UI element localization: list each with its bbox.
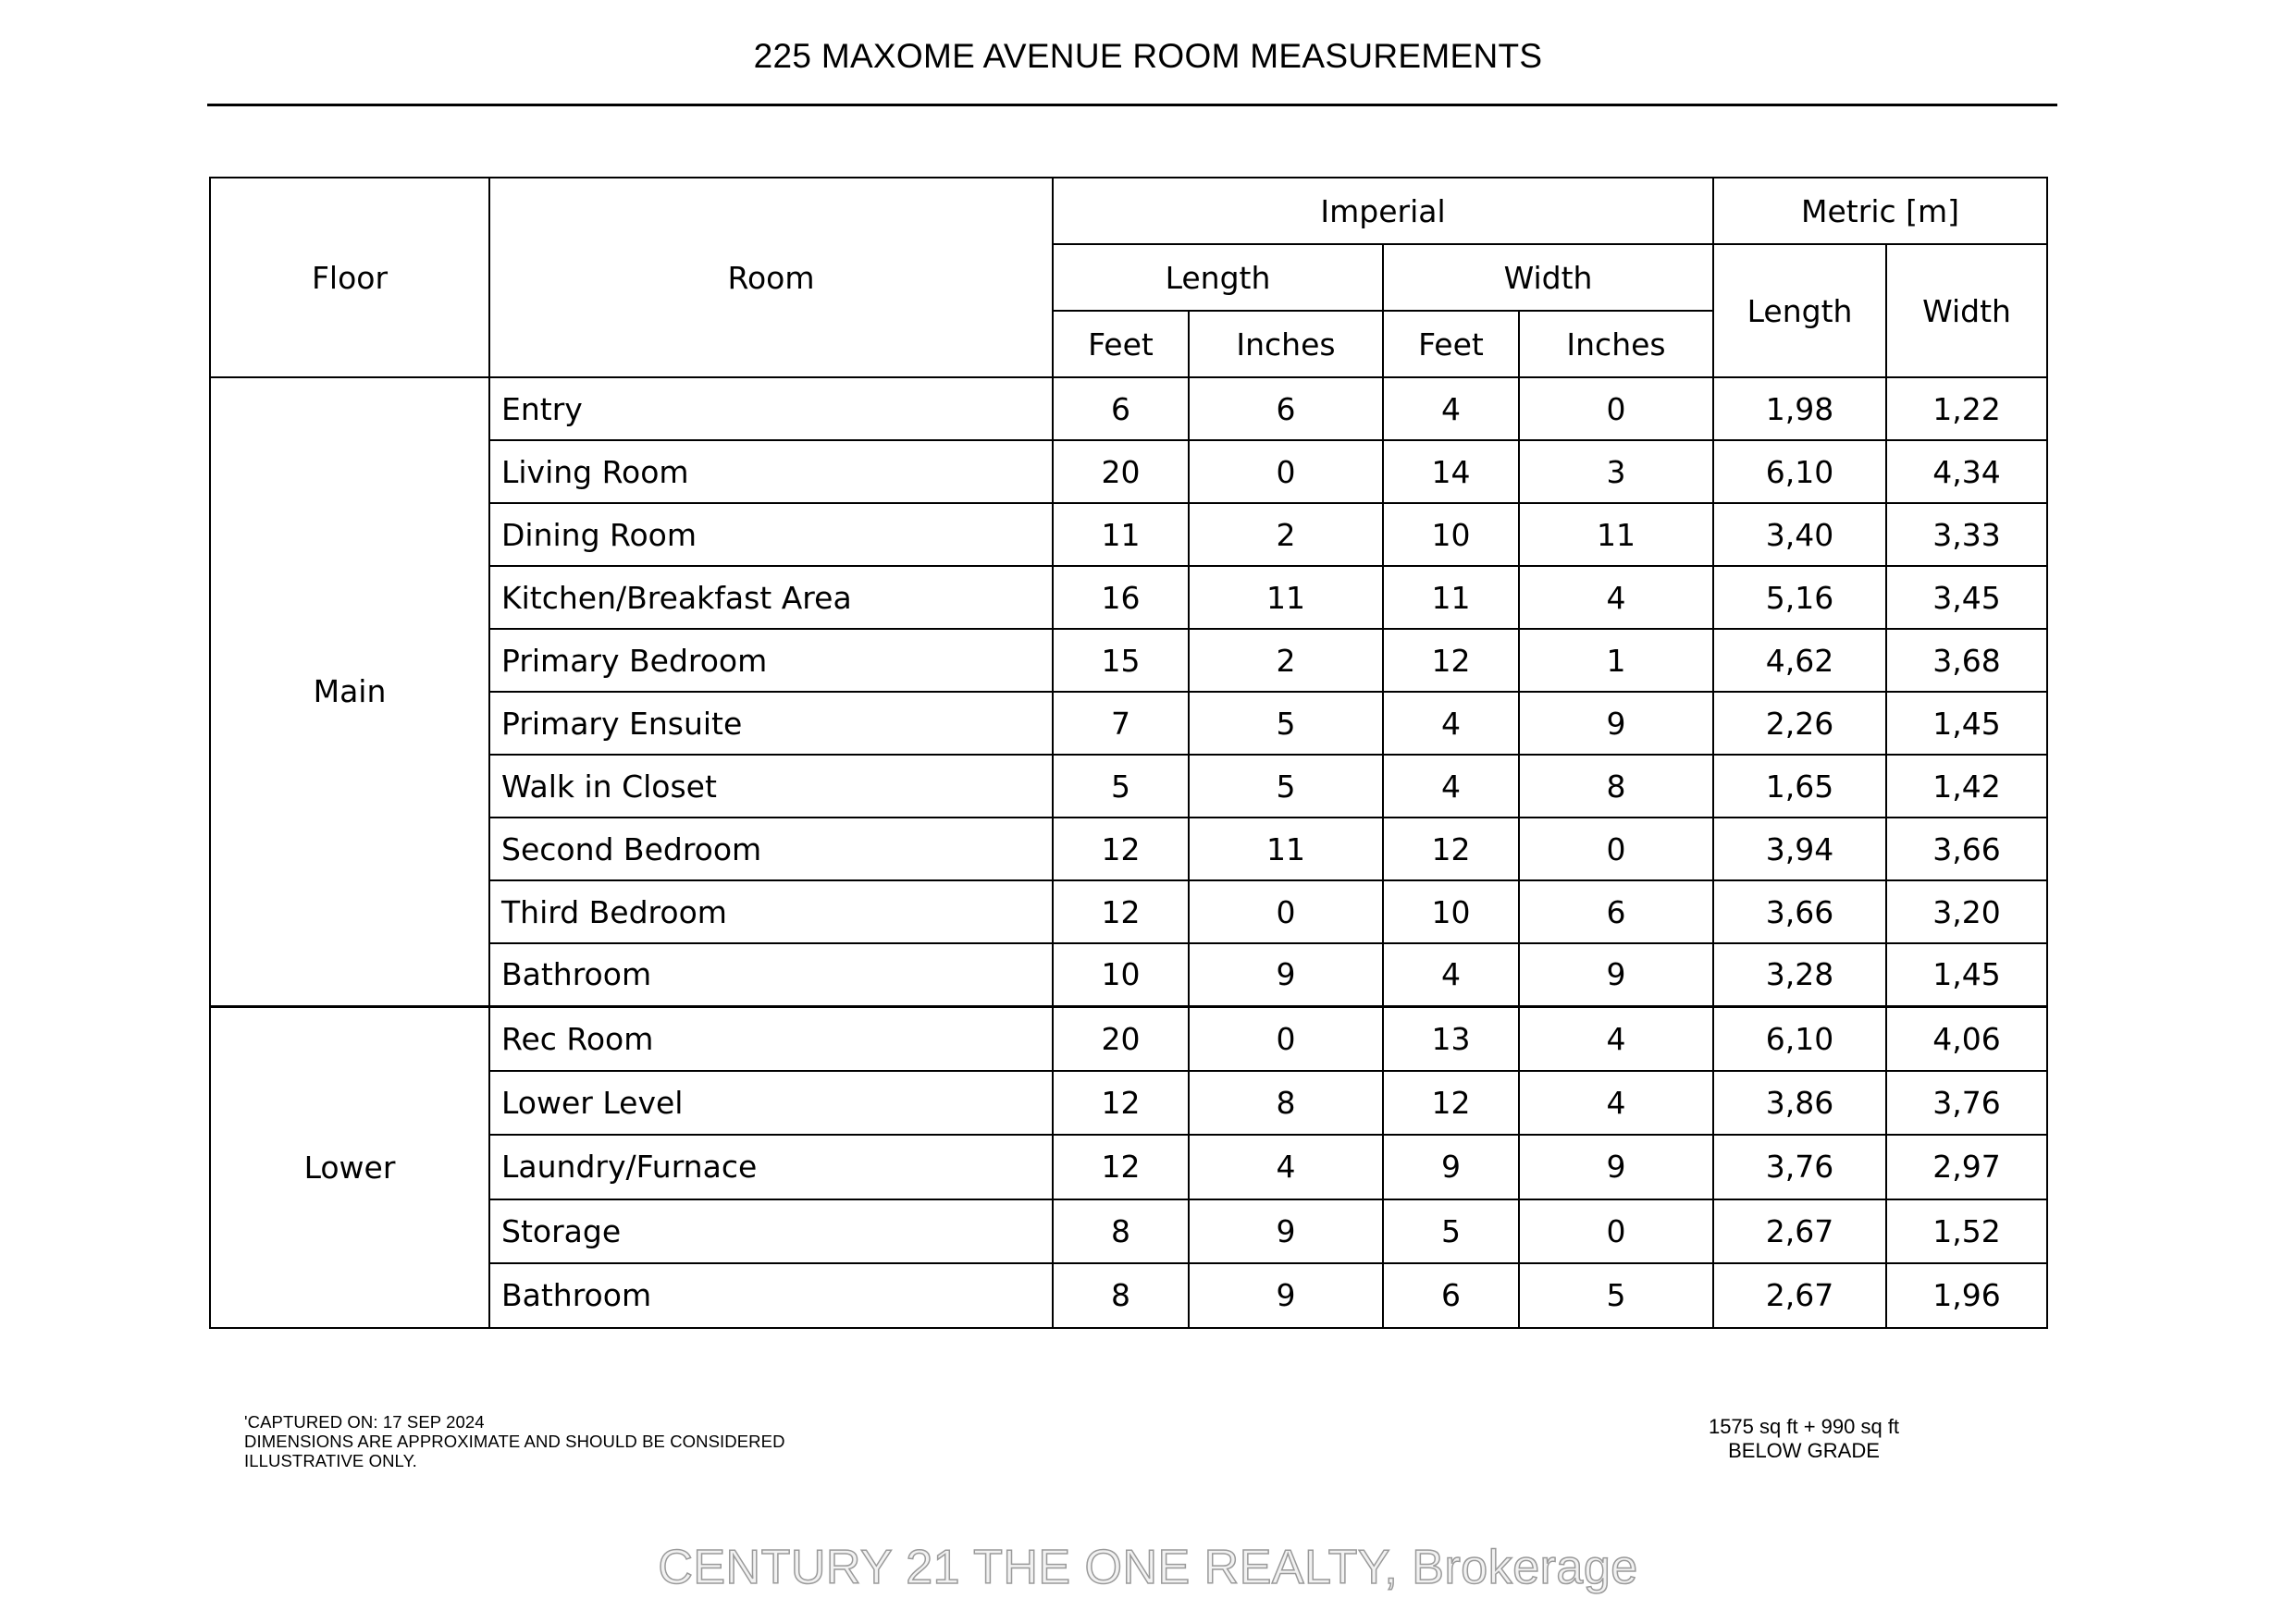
width-inches-cell: 5 [1519,1263,1713,1328]
room-name-cell: Kitchen/Breakfast Area [489,566,1053,629]
room-name-cell: Walk in Closet [489,755,1053,818]
width-inches-cell: 9 [1519,1135,1713,1199]
width-inches-cell: 0 [1519,377,1713,440]
header-metric: Metric [m] [1713,178,2047,244]
length-inches-cell: 11 [1189,818,1383,880]
metric-width-cell: 1,22 [1886,377,2047,440]
header-length-inches: Inches [1189,311,1383,377]
length-inches-cell: 9 [1189,943,1383,1006]
room-name-cell: Living Room [489,440,1053,503]
metric-length-cell: 6,10 [1713,1006,1886,1071]
metric-width-cell: 2,97 [1886,1135,2047,1199]
header-width-inches: Inches [1519,311,1713,377]
length-feet-cell: 8 [1053,1263,1189,1328]
width-feet-cell: 10 [1383,503,1519,566]
length-inches-cell: 0 [1189,1006,1383,1071]
length-inches-cell: 5 [1189,692,1383,755]
floor-cell: Lower [210,1006,489,1328]
length-inches-cell: 4 [1189,1135,1383,1199]
metric-length-cell: 2,67 [1713,1263,1886,1328]
header-metric-length: Length [1713,244,1886,377]
metric-width-cell: 3,33 [1886,503,2047,566]
metric-length-cell: 1,65 [1713,755,1886,818]
table-header [210,178,2047,377]
length-feet-cell: 12 [1053,1071,1189,1136]
width-inches-cell: 4 [1519,1071,1713,1136]
disclaimer-text-cont: ILLUSTRATIVE ONLY. [244,1451,417,1470]
table-row [210,1006,2047,1071]
width-inches-cell: 6 [1519,880,1713,943]
length-inches-cell: 0 [1189,880,1383,943]
width-feet-cell: 13 [1383,1006,1519,1071]
metric-length-cell: 3,66 [1713,880,1886,943]
metric-length-cell: 3,40 [1713,503,1886,566]
metric-width-cell: 1,96 [1886,1263,2047,1328]
width-feet-cell: 6 [1383,1263,1519,1328]
metric-length-cell: 3,76 [1713,1135,1886,1199]
room-measurements-table [209,177,2048,1329]
width-inches-cell: 0 [1519,1199,1713,1264]
width-inches-cell: 4 [1519,566,1713,629]
length-feet-cell: 20 [1053,1006,1189,1071]
width-feet-cell: 9 [1383,1135,1519,1199]
room-name-cell: Third Bedroom [489,880,1053,943]
disclaimer-text: DIMENSIONS ARE APPROXIMATE AND SHOULD BE CONSIDERED [244,1432,785,1451]
length-feet-cell: 16 [1053,566,1189,629]
length-feet-cell: 15 [1053,629,1189,692]
room-name-cell: Bathroom [489,943,1053,1006]
width-feet-cell: 4 [1383,692,1519,755]
brokerage-watermark: CENTURY 21 THE ONE REALTY, Brokerage [658,1541,1638,1594]
metric-length-cell: 4,62 [1713,629,1886,692]
metric-width-cell: 1,42 [1886,755,2047,818]
length-feet-cell: 12 [1053,1135,1189,1199]
length-inches-cell: 0 [1189,440,1383,503]
metric-length-cell: 1,98 [1713,377,1886,440]
header-length-feet: Feet [1053,311,1189,377]
capture-date-text: 'CAPTURED ON: 17 SEP 2024 [244,1412,485,1432]
header-room: Room [489,178,1053,377]
length-inches-cell: 5 [1189,755,1383,818]
capture-disclaimer [244,1412,785,1470]
metric-length-cell: 5,16 [1713,566,1886,629]
width-feet-cell: 10 [1383,880,1519,943]
metric-width-cell: 3,45 [1886,566,2047,629]
title-divider [207,104,2057,106]
width-inches-cell: 8 [1519,755,1713,818]
room-name-cell: Entry [489,377,1053,440]
header-imperial-length: Length [1053,244,1383,311]
room-name-cell: Primary Ensuite [489,692,1053,755]
width-inches-cell: 11 [1519,503,1713,566]
room-name-cell: Bathroom [489,1263,1053,1328]
header-floor: Floor [210,178,489,377]
width-feet-cell: 4 [1383,755,1519,818]
metric-width-cell: 3,68 [1886,629,2047,692]
metric-length-cell: 3,94 [1713,818,1886,880]
floor-cell: Main [210,377,489,1006]
room-name-cell: Second Bedroom [489,818,1053,880]
length-feet-cell: 12 [1053,818,1189,880]
metric-width-cell: 4,06 [1886,1006,2047,1071]
page-title: 225 MAXOME AVENUE ROOM MEASUREMENTS [753,37,1543,75]
room-name-cell: Lower Level [489,1071,1053,1136]
width-feet-cell: 4 [1383,943,1519,1006]
room-name-cell: Laundry/Furnace [489,1135,1053,1199]
length-inches-cell: 11 [1189,566,1383,629]
header-imperial-width: Width [1383,244,1713,311]
metric-length-cell: 3,86 [1713,1071,1886,1136]
area-summary [1684,1415,1924,1463]
metric-width-cell: 4,34 [1886,440,2047,503]
metric-length-cell: 2,67 [1713,1199,1886,1264]
width-feet-cell: 12 [1383,629,1519,692]
width-inches-cell: 1 [1519,629,1713,692]
metric-length-cell: 6,10 [1713,440,1886,503]
length-feet-cell: 12 [1053,880,1189,943]
length-inches-cell: 2 [1189,629,1383,692]
width-inches-cell: 4 [1519,1006,1713,1071]
length-feet-cell: 8 [1053,1199,1189,1264]
length-feet-cell: 20 [1053,440,1189,503]
width-inches-cell: 0 [1519,818,1713,880]
length-inches-cell: 6 [1189,377,1383,440]
width-inches-cell: 3 [1519,440,1713,503]
length-feet-cell: 10 [1053,943,1189,1006]
table-body [210,377,2047,1328]
length-feet-cell: 6 [1053,377,1189,440]
length-inches-cell: 9 [1189,1199,1383,1264]
width-inches-cell: 9 [1519,943,1713,1006]
length-inches-cell: 8 [1189,1071,1383,1136]
width-inches-cell: 9 [1519,692,1713,755]
metric-length-cell: 2,26 [1713,692,1886,755]
length-feet-cell: 7 [1053,692,1189,755]
width-feet-cell: 14 [1383,440,1519,503]
header-metric-width: Width [1886,244,2047,377]
metric-width-cell: 3,66 [1886,818,2047,880]
room-name-cell: Storage [489,1199,1053,1264]
width-feet-cell: 5 [1383,1199,1519,1264]
below-grade-text: BELOW GRADE [1728,1439,1880,1462]
header-width-feet: Feet [1383,311,1519,377]
length-inches-cell: 9 [1189,1263,1383,1328]
length-feet-cell: 11 [1053,503,1189,566]
metric-width-cell: 1,45 [1886,943,2047,1006]
metric-width-cell: 3,20 [1886,880,2047,943]
room-name-cell: Rec Room [489,1006,1053,1071]
width-feet-cell: 12 [1383,1071,1519,1136]
metric-length-cell: 3,28 [1713,943,1886,1006]
room-name-cell: Dining Room [489,503,1053,566]
width-feet-cell: 12 [1383,818,1519,880]
area-total-text: 1575 sq ft + 990 sq ft [1708,1415,1900,1438]
metric-width-cell: 1,52 [1886,1199,2047,1264]
header-imperial: Imperial [1053,178,1713,244]
length-feet-cell: 5 [1053,755,1189,818]
metric-width-cell: 1,45 [1886,692,2047,755]
length-inches-cell: 2 [1189,503,1383,566]
width-feet-cell: 4 [1383,377,1519,440]
width-feet-cell: 11 [1383,566,1519,629]
metric-width-cell: 3,76 [1886,1071,2047,1136]
table-row [210,377,2047,440]
room-name-cell: Primary Bedroom [489,629,1053,692]
